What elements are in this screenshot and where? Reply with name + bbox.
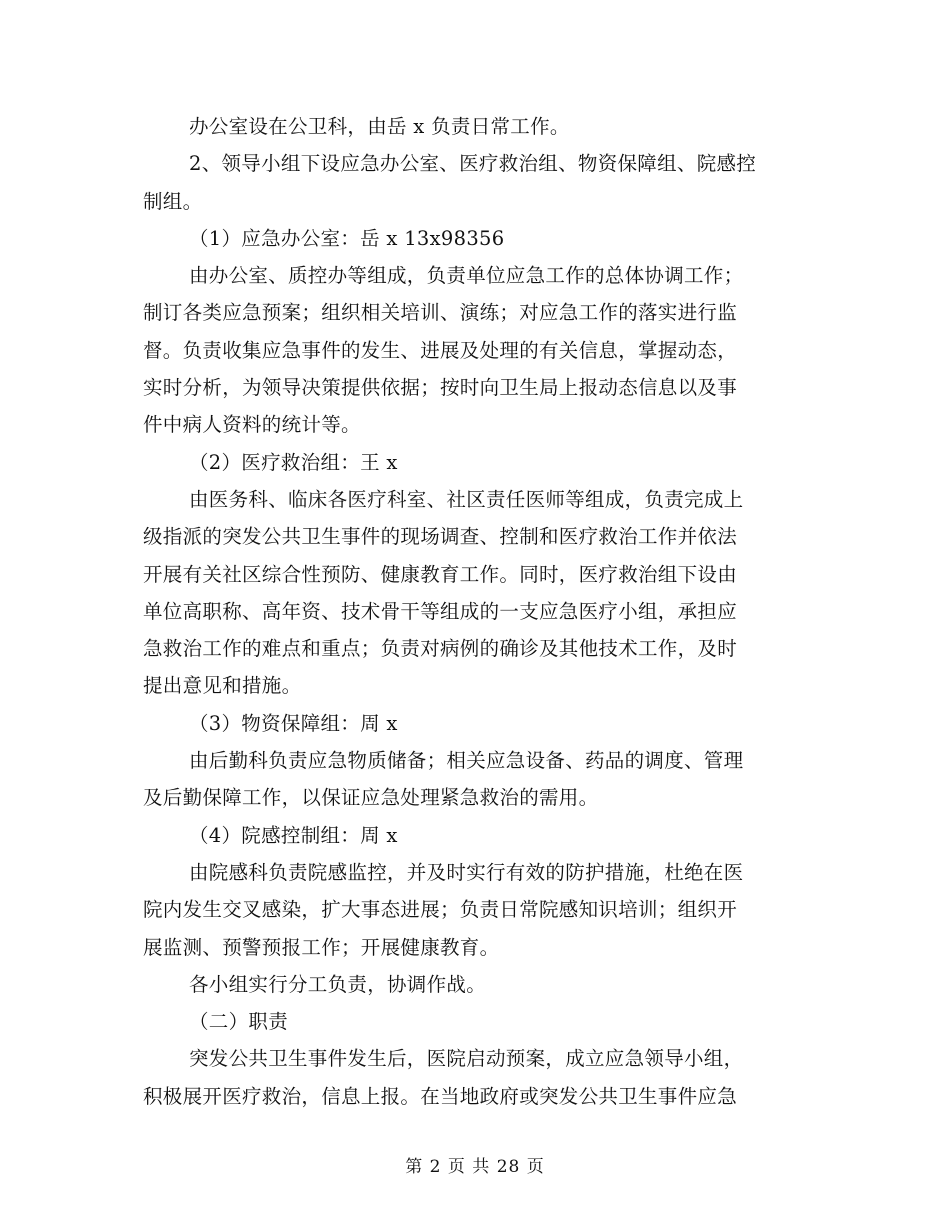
- text-line: 办公室设在公卫科，由岳 x 负责日常工作。: [189, 115, 570, 138]
- text-line: 制订各类应急预案；组织相关培训、演练；对应急工作的落实进行监: [143, 301, 738, 325]
- text-line: 实时分析，为领导决策提供依据；按时向卫生局上报动态信息以及事: [143, 376, 738, 400]
- text-line: 制组。: [143, 189, 203, 213]
- document-body: [143, 108, 808, 1115]
- text-line: （1）应急办公室：岳 x 13x98356: [189, 226, 505, 250]
- text-line: 2、领导小组下设应急办公室、医疗救治组、物资保障组、院感控: [189, 152, 757, 176]
- text-line: 院内发生交叉感染，扩大事态进展；负责日常院感知识培训；组织开: [143, 898, 738, 922]
- text-line: （3）物资保障组：周 x: [189, 711, 398, 735]
- page-number-footer: 第 2 页 共 28 页: [405, 1157, 545, 1177]
- text-line: 积极展开医疗救治，信息上报。在当地政府或突发公共卫生事件应急: [143, 1084, 738, 1108]
- text-line: （二）职责: [189, 1010, 289, 1034]
- text-line: 由医务科、临床各医疗科室、社区责任医师等组成，负责完成上: [189, 487, 744, 511]
- text-line: 由院感科负责院感监控，并及时实行有效的防护措施，杜绝在医: [189, 860, 744, 884]
- text-line: 突发公共卫生事件发生后，医院启动预案，成立应急领导小组，: [189, 1047, 744, 1071]
- text-line: （4）院感控制组：周 x: [189, 823, 398, 847]
- text-line: 及后勤保障工作，以保证应急处理紧急救治的需用。: [143, 786, 599, 810]
- text-line: 督。负责收集应急事件的发生、进展及处理的有关信息，掌握动态，: [143, 338, 738, 362]
- text-line: 开展有关社区综合性预防、健康教育工作。同时，医疗救治组下设由: [143, 562, 738, 586]
- text-line: 件中病人资料的统计等。: [143, 413, 361, 437]
- text-line: 急救治工作的难点和重点；负责对病例的确诊及其他技术工作，及时: [143, 637, 738, 661]
- text-line: （2）医疗救治组：王 x: [189, 450, 398, 474]
- text-line: 单位高职称、高年资、技术骨干等组成的一支应急医疗小组，承担应: [143, 599, 738, 623]
- text-line: 各小组实行分工负责，协调作战。: [189, 972, 487, 996]
- text-line: 由后勤科负责应急物质储备；相关应急设备、药品的调度、管理: [189, 749, 744, 773]
- text-line: 由办公室、质控办等组成，负责单位应急工作的总体协调工作；: [189, 264, 744, 288]
- text-line: 展监测、预警预报工作；开展健康教育。: [143, 935, 500, 959]
- text-line: 提出意见和措施。: [143, 674, 302, 698]
- text-line: 级指派的突发公共卫生事件的现场调查、控制和医疗救治工作并依法: [143, 525, 738, 549]
